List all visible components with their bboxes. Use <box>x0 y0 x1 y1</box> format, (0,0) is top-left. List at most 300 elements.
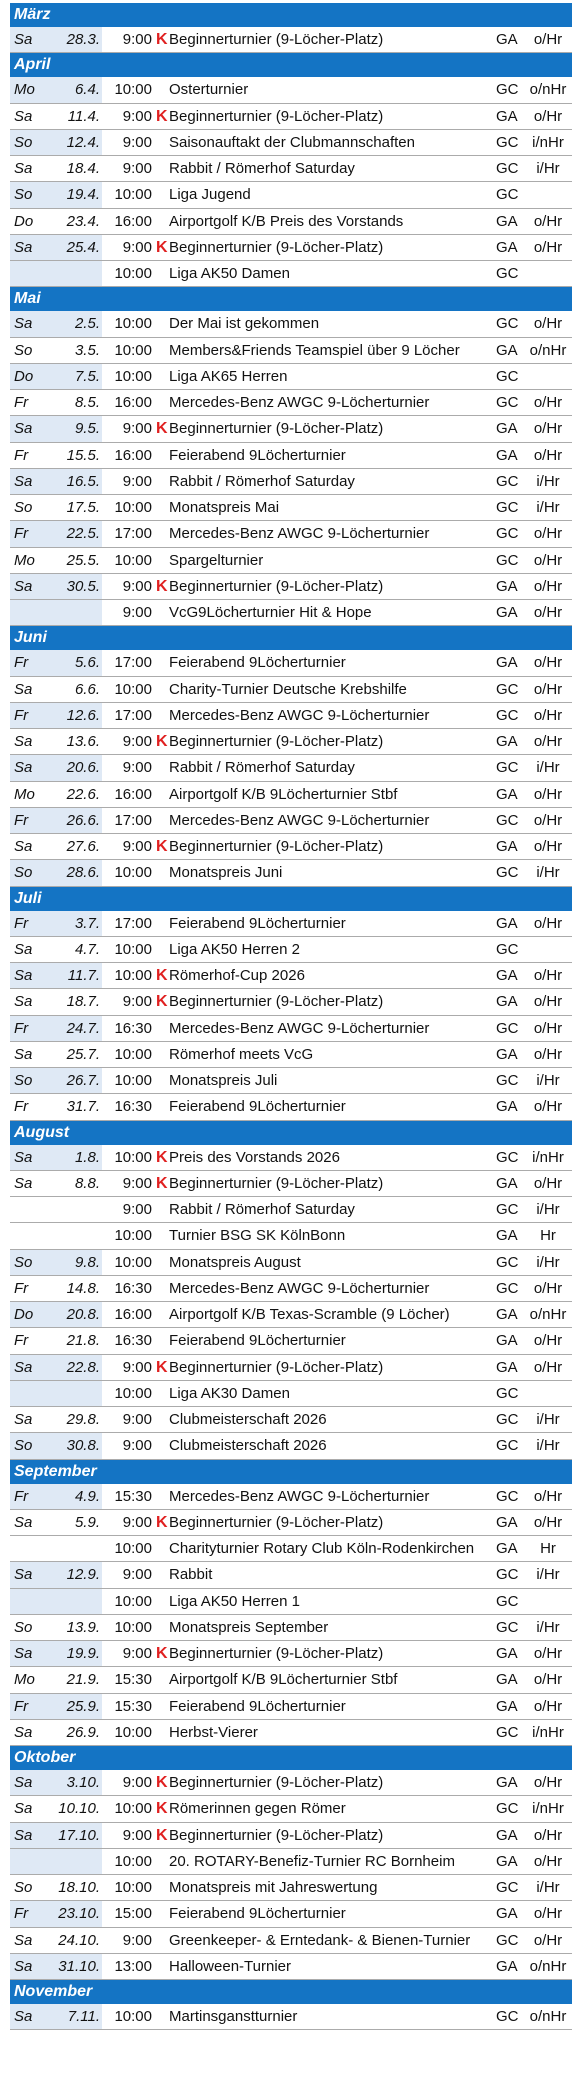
course-code: GC <box>496 186 519 204</box>
event-row <box>10 416 572 442</box>
weekday: Mo <box>14 551 35 569</box>
event-title: Römerhof-Cup 2026 <box>169 967 305 984</box>
event-row <box>10 1641 572 1667</box>
month-section <box>10 53 572 287</box>
handicap-code: o/Hr <box>533 1098 563 1116</box>
event-date: 26.9. <box>66 1723 100 1741</box>
event-time: 10:00 <box>114 1800 152 1818</box>
event-row <box>10 1145 572 1171</box>
course-code: GA <box>496 1645 518 1662</box>
event-time: 9:00 <box>122 1826 152 1844</box>
event-time: 9:00 <box>122 1566 152 1584</box>
weekday: Fr <box>14 654 29 672</box>
course-code: GC <box>496 680 519 698</box>
course-code: GC <box>496 525 519 543</box>
event-date: 28.3. <box>66 31 100 48</box>
event-row <box>10 808 572 834</box>
event-time: 10:00 <box>114 1384 152 1402</box>
event-row <box>10 1016 572 1042</box>
weekday: Sa <box>14 838 33 855</box>
event-title: Airportgolf K/B Texas-Scramble (9 Löcher) <box>169 1306 450 1323</box>
k-marker: K <box>156 31 168 48</box>
event-date: 11.7. <box>67 967 100 984</box>
event-time: 10:00 <box>114 967 152 984</box>
handicap-code: o/Hr <box>533 577 563 595</box>
event-row <box>10 495 572 521</box>
handicap-code: o/Hr <box>533 212 563 230</box>
handicap-code: i/Hr <box>536 864 560 882</box>
weekday: Sa <box>14 1358 33 1376</box>
event-time: 10:00 <box>114 81 152 99</box>
weekday: So <box>14 186 33 204</box>
event-title: Monatspreis August <box>169 1253 301 1271</box>
event-title: Beginnerturnier (9-Löcher-Platz) <box>169 1826 384 1844</box>
month-header: Mai <box>10 287 572 311</box>
course-code: GA <box>496 238 518 256</box>
course-code: GA <box>496 1826 518 1844</box>
handicap-code: o/Hr <box>533 914 563 932</box>
handicap-code: o/Hr <box>533 733 563 750</box>
course-code: GA <box>496 1957 518 1975</box>
k-marker: K <box>156 838 168 855</box>
day-shading <box>10 261 102 286</box>
month-section <box>10 887 572 1121</box>
weekday: Fr <box>14 1098 29 1116</box>
weekday: Sa <box>14 315 33 333</box>
event-time: 17:00 <box>114 525 152 543</box>
event-row <box>10 548 572 574</box>
month-header: Juni <box>10 626 572 650</box>
course-code: GA <box>496 577 518 595</box>
k-marker: K <box>156 1826 168 1844</box>
weekday: Mo <box>14 785 35 803</box>
handicap-code: i/Hr <box>536 1072 560 1089</box>
course-code: GA <box>496 1045 518 1063</box>
handicap-code: o/Hr <box>533 680 563 698</box>
event-time: 9:00 <box>122 160 152 177</box>
event-row <box>10 1094 572 1120</box>
handicap-code: i/Hr <box>536 1437 560 1455</box>
event-time: 10:00 <box>114 1148 152 1166</box>
course-code: GA <box>496 107 518 125</box>
event-date: 24.7. <box>66 1019 100 1037</box>
k-marker: K <box>156 1148 168 1166</box>
handicap-code: o/Hr <box>533 1332 563 1350</box>
handicap-code: o/Hr <box>533 967 563 984</box>
event-title: Monatspreis Juni <box>169 864 283 882</box>
weekday: So <box>14 341 33 359</box>
handicap-code: o/Hr <box>533 654 563 672</box>
handicap-code: i/Hr <box>536 499 560 516</box>
event-title: Clubmeisterschaft 2026 <box>169 1437 327 1455</box>
event-date: 30.5. <box>66 577 100 595</box>
course-code: GA <box>496 420 518 438</box>
weekday: Sa <box>14 733 33 750</box>
handicap-code: o/Hr <box>533 446 563 464</box>
event-time: 17:00 <box>114 811 152 829</box>
event-row <box>10 130 572 156</box>
event-time: 9:00 <box>122 472 152 490</box>
event-date: 1.8. <box>74 1148 100 1166</box>
event-row <box>10 1849 572 1875</box>
event-date: 13.6. <box>66 733 100 750</box>
handicap-code: o/Hr <box>533 315 563 333</box>
event-row <box>10 182 572 208</box>
month-header: August <box>10 1121 572 1145</box>
event-date: 3.10. <box>66 1774 100 1791</box>
k-marker: K <box>156 420 168 438</box>
handicap-code: Hr <box>540 1227 556 1245</box>
event-time: 10:00 <box>114 341 152 359</box>
course-code: GA <box>496 1540 518 1557</box>
event-time: 9:00 <box>122 1774 152 1791</box>
weekday: Sa <box>14 577 33 595</box>
event-time: 10:00 <box>114 1045 152 1063</box>
event-row <box>10 574 572 600</box>
event-time: 10:00 <box>114 1879 152 1896</box>
course-code: GC <box>496 811 519 829</box>
k-marker: K <box>156 1358 168 1376</box>
event-row <box>10 338 572 364</box>
event-date: 25.4. <box>66 238 100 256</box>
event-title: Beginnerturnier (9-Löcher-Platz) <box>169 107 384 125</box>
k-marker: K <box>156 1513 168 1531</box>
event-row <box>10 937 572 963</box>
weekday: So <box>14 864 33 882</box>
event-row <box>10 1302 572 1328</box>
day-shading <box>10 1589 102 1614</box>
event-date: 9.5. <box>74 420 100 438</box>
event-date: 6.4. <box>74 81 100 99</box>
event-title: Feierabend 9Löcherturnier <box>169 654 346 672</box>
event-row <box>10 521 572 547</box>
event-title: Monatspreis mit Jahreswertung <box>169 1879 378 1896</box>
handicap-code: o/Hr <box>533 993 563 1011</box>
event-time: 9:00 <box>122 1411 152 1428</box>
month-header: Juli <box>10 887 572 911</box>
weekday: Sa <box>14 238 33 256</box>
event-time: 10:00 <box>114 1852 152 1870</box>
course-code: GC <box>496 1201 519 1218</box>
event-title: Beginnerturnier (9-Löcher-Platz) <box>169 838 384 855</box>
event-time: 9:00 <box>122 420 152 438</box>
weekday: Sa <box>14 420 33 438</box>
event-title: Beginnerturnier (9-Löcher-Platz) <box>169 31 384 48</box>
handicap-code: o/Hr <box>533 238 563 256</box>
weekday: Sa <box>14 31 33 48</box>
event-time: 9:00 <box>122 1645 152 1662</box>
month-header: März <box>10 3 572 27</box>
event-title: Liga AK65 Herren <box>169 367 288 385</box>
weekday: Fr <box>14 706 29 724</box>
event-row <box>10 209 572 235</box>
event-date: 14.8. <box>66 1279 100 1297</box>
event-date: 4.9. <box>74 1487 100 1505</box>
event-title: Clubmeisterschaft 2026 <box>169 1411 327 1428</box>
weekday: Sa <box>14 1645 33 1662</box>
course-code: GA <box>496 446 518 464</box>
event-row <box>10 703 572 729</box>
event-title: Airportgolf K/B 9Löcherturnier Stbf <box>169 785 398 803</box>
course-code: GC <box>496 499 519 516</box>
event-title: Mercedes-Benz AWGC 9-Löcherturnier <box>169 811 430 829</box>
event-date: 12.6. <box>66 706 100 724</box>
event-date: 18.4. <box>66 160 100 177</box>
event-date: 7.11. <box>67 2008 100 2025</box>
event-time: 9:00 <box>122 759 152 777</box>
event-time: 10:00 <box>114 186 152 204</box>
course-code: GA <box>496 1774 518 1791</box>
handicap-code: o/Hr <box>533 1279 563 1297</box>
k-marker: K <box>156 1645 168 1662</box>
event-row <box>10 27 572 53</box>
event-time: 16:30 <box>114 1279 152 1297</box>
event-title: Mercedes-Benz AWGC 9-Löcherturnier <box>169 1487 430 1505</box>
course-code: GC <box>496 160 519 177</box>
event-row <box>10 443 572 469</box>
event-row <box>10 2004 572 2030</box>
event-row <box>10 963 572 989</box>
event-date: 22.6. <box>66 785 100 803</box>
handicap-code: o/Hr <box>533 107 563 125</box>
event-title: Mercedes-Benz AWGC 9-Löcherturnier <box>169 706 430 724</box>
month-section <box>10 1460 572 1747</box>
handicap-code: o/Hr <box>533 1358 563 1376</box>
event-row <box>10 1536 572 1562</box>
event-title: Rabbit / Römerhof Saturday <box>169 160 355 177</box>
event-title: Halloween-Turnier <box>169 1957 291 1975</box>
event-date: 24.10. <box>58 1931 100 1949</box>
event-row <box>10 1171 572 1197</box>
event-title: Rabbit / Römerhof Saturday <box>169 472 355 490</box>
weekday: Sa <box>14 1411 33 1428</box>
weekday: Sa <box>14 1931 33 1949</box>
event-title: Preis des Vorstands 2026 <box>169 1148 340 1166</box>
event-title: Members&Friends Teamspiel über 9 Löcher <box>169 341 460 359</box>
event-date: 31.10. <box>58 1957 100 1975</box>
course-code: GA <box>496 1671 518 1689</box>
event-time: 9:00 <box>122 107 152 125</box>
event-date: 28.6. <box>66 864 100 882</box>
k-marker: K <box>156 1174 168 1192</box>
event-title: Osterturnier <box>169 81 249 99</box>
event-title: Saisonauftakt der Clubmannschaften <box>169 133 415 151</box>
event-title: Rabbit / Römerhof Saturday <box>169 1201 355 1218</box>
handicap-code: o/Hr <box>533 811 563 829</box>
event-row <box>10 1433 572 1459</box>
event-title: Rabbit / Römerhof Saturday <box>169 759 355 777</box>
course-code: GC <box>496 1723 519 1741</box>
event-row <box>10 1823 572 1849</box>
event-time: 9:00 <box>122 1358 152 1376</box>
event-title: 20. ROTARY-Benefiz-Turnier RC Bornheim <box>169 1852 455 1870</box>
event-time: 15:30 <box>114 1697 152 1715</box>
event-date: 17.5. <box>66 499 100 516</box>
course-code: GC <box>496 1592 519 1610</box>
event-date: 21.8. <box>66 1332 100 1350</box>
k-marker: K <box>156 1800 168 1818</box>
handicap-code: i/Hr <box>536 160 560 177</box>
event-row <box>10 1068 572 1094</box>
event-time: 15:00 <box>114 1905 152 1923</box>
weekday: Sa <box>14 1148 33 1166</box>
course-code: GA <box>496 1227 518 1245</box>
weekday: Do <box>14 367 34 385</box>
event-date: 23.10. <box>58 1905 100 1923</box>
handicap-code: o/Hr <box>533 1045 563 1063</box>
handicap-code: i/Hr <box>536 1618 560 1636</box>
event-row <box>10 1901 572 1927</box>
course-code: GC <box>496 1931 519 1949</box>
handicap-code: i/Hr <box>536 1253 560 1271</box>
event-date: 10.10. <box>58 1800 100 1818</box>
event-row <box>10 1276 572 1302</box>
event-row <box>10 677 572 703</box>
course-code: GA <box>496 1905 518 1923</box>
event-date: 18.10. <box>58 1879 100 1896</box>
event-date: 16.5. <box>66 472 100 490</box>
event-row <box>10 1694 572 1720</box>
handicap-code: o/Hr <box>533 1905 563 1923</box>
event-title: Beginnerturnier (9-Löcher-Platz) <box>169 1174 384 1192</box>
weekday: Fr <box>14 914 29 932</box>
event-date: 22.8. <box>66 1358 100 1376</box>
weekday: Sa <box>14 107 33 125</box>
weekday: Sa <box>14 1723 33 1741</box>
course-code: GC <box>496 759 519 777</box>
event-date: 26.7. <box>66 1072 100 1089</box>
event-row <box>10 600 572 626</box>
course-code: GA <box>496 212 518 230</box>
event-title: Mercedes-Benz AWGC 9-Löcherturnier <box>169 1019 430 1037</box>
event-row <box>10 1510 572 1536</box>
event-title: VcG9Löcherturnier Hit & Hope <box>169 604 372 621</box>
weekday: Sa <box>14 1774 33 1791</box>
event-time: 10:00 <box>114 499 152 516</box>
event-title: Charityturnier Rotary Club Köln-Rodenkirchen <box>169 1540 475 1557</box>
course-code: GC <box>496 706 519 724</box>
event-time: 10:00 <box>114 864 152 882</box>
course-code: GC <box>496 394 519 411</box>
month-section <box>10 626 572 886</box>
weekday: Fr <box>14 394 29 411</box>
event-title: Liga Jugend <box>169 186 251 204</box>
event-row <box>10 1720 572 1746</box>
k-marker: K <box>156 1774 168 1791</box>
course-code: GC <box>496 367 519 385</box>
weekday: Sa <box>14 1566 33 1584</box>
event-date: 6.6. <box>74 680 100 698</box>
event-date: 26.6. <box>66 811 100 829</box>
event-title: Monatspreis Juli <box>169 1072 278 1089</box>
event-date: 20.6. <box>66 759 100 777</box>
course-code: GA <box>496 1513 518 1531</box>
course-code: GA <box>496 733 518 750</box>
event-title: Liga AK50 Herren 2 <box>169 940 300 958</box>
course-code: GC <box>496 551 519 569</box>
course-code: GC <box>496 2008 519 2025</box>
weekday: So <box>14 499 33 516</box>
course-code: GC <box>496 1253 519 1271</box>
event-row <box>10 1875 572 1901</box>
event-row <box>10 1223 572 1249</box>
event-title: Liga AK50 Damen <box>169 265 290 282</box>
handicap-code: o/Hr <box>533 1852 563 1870</box>
event-date: 25.5. <box>66 551 100 569</box>
event-row <box>10 104 572 130</box>
course-code: GC <box>496 81 519 99</box>
weekday: So <box>14 1072 33 1089</box>
event-row <box>10 1381 572 1407</box>
event-date: 5.6. <box>74 654 100 672</box>
event-row <box>10 1589 572 1615</box>
event-date: 5.9. <box>74 1513 100 1531</box>
event-title: Monatspreis September <box>169 1618 329 1636</box>
event-row <box>10 650 572 676</box>
k-marker: K <box>156 238 168 256</box>
tournament-calendar <box>10 3 572 2030</box>
weekday: Sa <box>14 993 33 1011</box>
event-time: 10:00 <box>114 680 152 698</box>
course-code: GC <box>496 265 519 282</box>
event-row <box>10 1928 572 1954</box>
event-row <box>10 1407 572 1433</box>
event-title: Beginnerturnier (9-Löcher-Platz) <box>169 1358 384 1376</box>
event-date: 21.9. <box>66 1671 100 1689</box>
event-date: 18.7. <box>66 993 100 1011</box>
weekday: Sa <box>14 1045 33 1063</box>
event-row <box>10 364 572 390</box>
event-date: 8.8. <box>74 1174 100 1192</box>
weekday: Sa <box>14 1957 33 1975</box>
month-section <box>10 1746 572 1980</box>
event-time: 9:00 <box>122 1931 152 1949</box>
event-row <box>10 1562 572 1588</box>
event-row <box>10 1796 572 1822</box>
month-section <box>10 287 572 626</box>
handicap-code: o/nHr <box>529 1957 567 1975</box>
course-code: GC <box>496 1072 519 1089</box>
handicap-code: i/nHr <box>532 1800 564 1818</box>
event-time: 9:00 <box>122 1174 152 1192</box>
course-code: GC <box>496 1384 519 1402</box>
course-code: GA <box>496 914 518 932</box>
weekday: Sa <box>14 967 33 984</box>
handicap-code: o/Hr <box>533 1513 563 1531</box>
event-title: Beginnerturnier (9-Löcher-Platz) <box>169 420 384 438</box>
weekday: Fr <box>14 446 29 464</box>
event-row <box>10 1484 572 1510</box>
event-row <box>10 1042 572 1068</box>
weekday: Fr <box>14 1487 29 1505</box>
course-code: GA <box>496 654 518 672</box>
month-section <box>10 1980 572 2030</box>
event-time: 16:00 <box>114 394 152 411</box>
weekday: So <box>14 1879 33 1896</box>
event-title: Beginnerturnier (9-Löcher-Platz) <box>169 1645 384 1662</box>
day-shading <box>10 600 102 625</box>
course-code: GA <box>496 1358 518 1376</box>
handicap-code: i/nHr <box>532 133 564 151</box>
course-code: GA <box>496 1174 518 1192</box>
event-time: 9:00 <box>122 1437 152 1455</box>
event-date: 3.5. <box>74 341 100 359</box>
weekday: Sa <box>14 472 33 490</box>
weekday: Sa <box>14 1513 33 1531</box>
event-time: 16:30 <box>114 1098 152 1116</box>
event-row <box>10 390 572 416</box>
course-code: GA <box>496 967 518 984</box>
